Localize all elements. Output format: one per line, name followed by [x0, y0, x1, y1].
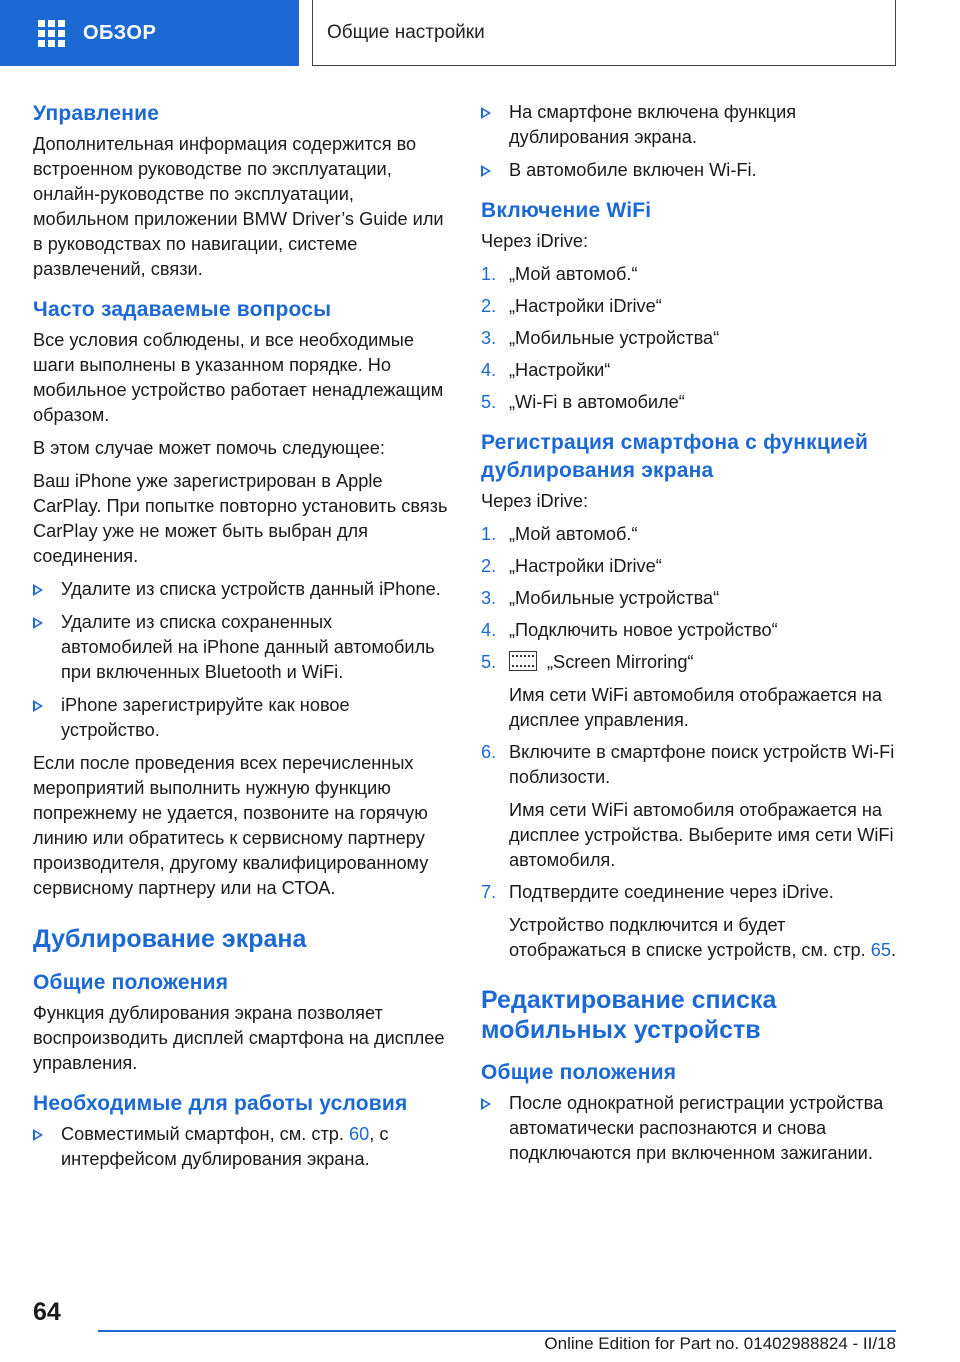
- list-item: В автомобиле включен Wi-Fi.: [481, 158, 906, 183]
- edit-bullet-list: [481, 1091, 906, 1166]
- page-link-65[interactable]: 65: [870, 940, 892, 960]
- wifi-steps-list: [481, 262, 906, 415]
- list-item: 2. „Настройки iDrive“: [481, 296, 662, 316]
- right-column: [481, 100, 906, 1174]
- paragraph-faq-2: В этом случае может помочь следующее:: [33, 438, 385, 458]
- paragraph-control: Дополнительная информация содержится во встроенном руководстве по эксплуатации, онлайн-руководстве по эксплуатации, мобильном приложении BMW Driver’s Guide или в руководствах по навигации, системе развлечений, связи.: [33, 134, 444, 279]
- left-column: [33, 100, 448, 1180]
- heading-mirroring: Дублирование экрана: [33, 925, 307, 953]
- heading-control: Управление: [33, 102, 160, 125]
- list-item: Удалите из списка устройств данный iPhone.: [33, 577, 448, 602]
- paragraph-general: Функция дублирования экрана позволяет воспроизводить дисплей смартфона на дисплее управления.: [33, 1003, 445, 1073]
- requirements-bullet-list: [33, 1122, 448, 1172]
- list-item: 3. „Мобильные устройства“: [481, 328, 720, 348]
- triangle-bullet-icon: [481, 107, 491, 119]
- triangle-bullet-icon: [481, 1098, 491, 1110]
- list-item: 4. „Подключить новое устройство“: [481, 620, 778, 640]
- heading-register: Регистрация смартфона с функцией дублирования экрана: [481, 431, 869, 482]
- heading-wifi: Включение WiFi: [481, 199, 652, 222]
- heading-edit-list: Редактирование списка мобильных устройств: [481, 986, 777, 1044]
- overview-tab-label: ОБЗОР: [83, 21, 157, 44]
- requirements-bullet-list-continued: [481, 100, 906, 183]
- heading-faq: Часто задаваемые вопросы: [33, 298, 332, 321]
- list-item: 2. „Настройки iDrive“: [481, 556, 662, 576]
- list-item: 5. „Screen Mirroring“ Имя сети WiFi автомобиля отображается на дисплее управления.: [481, 650, 906, 733]
- triangle-bullet-icon: [33, 617, 43, 629]
- triangle-bullet-icon: [33, 700, 43, 712]
- overview-tab[interactable]: [0, 0, 299, 66]
- triangle-bullet-icon: [33, 584, 43, 596]
- list-item: 1. „Мой автомоб.“: [481, 524, 638, 544]
- list-item: 3. „Мобильные устройства“: [481, 588, 720, 608]
- footer-edition: Online Edition for Part no. 01402988824 - II/18: [544, 1334, 896, 1353]
- step-note: Устройство подключится и будет отображаться в списке устройств, см. стр. 65.: [509, 915, 897, 960]
- triangle-bullet-icon: [481, 165, 491, 177]
- paragraph-faq-1: Все условия соблюдены, и все необходимые шаги выполнены в указанном порядке. Но мобильное устройство работает ненадлежащим образом.: [33, 330, 444, 425]
- register-steps-list: [481, 522, 906, 963]
- list-item: На смартфоне включена функция дублирования экрана.: [481, 100, 906, 150]
- step-note: Имя сети WiFi автомобиля отображается на дисплее управления.: [509, 685, 883, 730]
- triangle-bullet-icon: [33, 1129, 43, 1141]
- page-header: [0, 0, 960, 66]
- footer-divider: [98, 1330, 896, 1332]
- step-note: Имя сети WiFi автомобиля отображается на дисплее устройства. Выберите имя сети WiFi автомобиля.: [509, 800, 894, 870]
- list-item: 7. Подтвердите соединение через iDrive. Устройство подключится и будет отображаться в списке устройств, см. стр. 65.: [481, 880, 906, 963]
- heading-requirements: Необходимые для работы условия: [33, 1092, 408, 1115]
- list-item: Удалите из списка сохраненных автомобилей на iPhone данный автомобиль при включенных Bluetooth и WiFi.: [33, 610, 448, 685]
- paragraph-faq-3: Ваш iPhone уже зарегистрирован в Apple CarPlay. При попытке повторно установить связь CarPlay уже не может быть выбран для соединения.: [33, 471, 448, 566]
- list-item: Совместимый смартфон, см. стр. 60, с интерфейсом дублирования экрана.: [33, 1122, 448, 1172]
- list-item: 1. „Мой автомоб.“: [481, 264, 638, 284]
- page-link-60[interactable]: 60: [349, 1124, 370, 1144]
- heading-edit-general: Общие положения: [481, 1061, 677, 1084]
- page-number: 64: [33, 1298, 61, 1326]
- paragraph-wifi-intro: Через iDrive:: [481, 231, 588, 251]
- paragraph-register-intro: Через iDrive:: [481, 491, 588, 511]
- screen-mirroring-icon: [509, 651, 537, 671]
- list-item: iPhone зарегистрируйте как новое устройство.: [33, 693, 448, 743]
- list-item: 6. Включите в смартфоне поиск устройств Wi-Fi поблизости. Имя сети WiFi автомобиля отображается на дисплее устройства. Выберите имя сети WiFi автомобиля.: [481, 740, 906, 873]
- grid-icon: [38, 20, 65, 47]
- list-item: После однократной регистрации устройства автоматически распознаются и снова подключаются при включенном зажигании.: [481, 1091, 906, 1166]
- list-item: 4. „Настройки“: [481, 360, 611, 380]
- list-item: 5. „Wi-Fi в автомобиле“: [481, 392, 685, 412]
- faq-bullet-list: [33, 577, 448, 743]
- heading-general: Общие положения: [33, 971, 229, 994]
- section-title: Общие настройки: [312, 0, 896, 66]
- paragraph-faq-4: Если после проведения всех перечисленных мероприятий выполнить нужную функцию попрежнему не удается, позвоните на горячую линию или обратитесь к сервисному партнеру производителя, другому квалифицированному сервисному партнеру или на СТОА.: [33, 753, 429, 898]
